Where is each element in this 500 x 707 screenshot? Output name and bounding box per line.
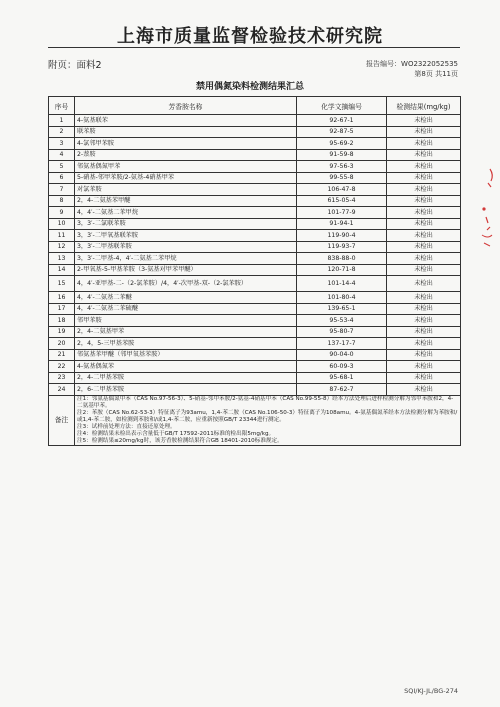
table-row — [49, 303, 461, 315]
remark-note-2: 注2：苯胺（CAS No.62-53-3）特征离子为93amu，1,4-苯二胺（CAS No.106-50-3）特征离子为108amu。4-氨基偶氮苯经本方法检测分解为苯胺和/或1,4-苯二胺，如检测到苯胺和/或1,4-苯二胺，应重新按照GB/T 23344进行测定。 — [77, 409, 458, 423]
amine-name: 3，3′-二甲氧基联苯胺 — [75, 230, 297, 242]
cas-number: 120-71-8 — [297, 264, 387, 276]
table-row — [49, 349, 461, 361]
col-header-cas: 化学文摘编号 — [297, 97, 387, 115]
cas-number: 95-69-2 — [297, 138, 387, 150]
table-body — [49, 115, 461, 396]
test-result: 未检出 — [387, 161, 461, 173]
table-row — [49, 276, 461, 292]
row-number: 16 — [49, 292, 75, 304]
table-row — [49, 218, 461, 230]
cas-number: 119-90-4 — [297, 230, 387, 242]
cas-number: 60-09-3 — [297, 361, 387, 373]
page-info: 第8页 共11页 — [414, 70, 458, 78]
table-row — [49, 326, 461, 338]
amine-name: 2-甲氧基-5-甲基苯胺（3-氨基对甲苯甲醚） — [75, 264, 297, 276]
remarks-label: 备注 — [49, 395, 75, 445]
table-title: 禁用偶氮染料检测结果汇总 — [195, 82, 304, 92]
cas-number: 92-87-5 — [297, 126, 387, 138]
amine-name: 4，4′-二氨基二苯醚 — [75, 292, 297, 304]
row-number: 6 — [49, 172, 75, 184]
remark-note-1: 注1：邻氨基偶氮甲苯（CAS No.97-56-3）、5-硝基-邻甲苯胺/2-氨基-4硝基甲苯（CAS No.99-55-8）经本方法处理后进样检测分解为邻甲苯胺和2，4-二氨基甲苯。 — [77, 395, 454, 409]
amine-name: 4-氨基偶氮苯 — [75, 361, 297, 373]
test-result: 未检出 — [387, 338, 461, 350]
amine-name: 2，4-二甲基苯胺 — [75, 372, 297, 384]
cas-number: 101-77-9 — [297, 207, 387, 219]
col-header-amine: 芳香胺名称 — [75, 97, 297, 115]
amine-name: 2，4-二氨基甲苯 — [75, 326, 297, 338]
remarks-cell — [75, 395, 461, 445]
table-header-row — [49, 97, 461, 115]
test-result: 未检出 — [387, 172, 461, 184]
cas-number: 615-05-4 — [297, 195, 387, 207]
table-row — [49, 115, 461, 127]
amine-name: 4，4′-二氨基二苯甲烷 — [75, 207, 297, 219]
table-row — [49, 361, 461, 373]
cas-number: 97-56-3 — [297, 161, 387, 173]
test-result: 未检出 — [387, 115, 461, 127]
table-row — [49, 384, 461, 396]
amine-name: 4-氯邻甲苯胺 — [75, 138, 297, 150]
remark-note-5: 注5：检测结果≤20mg/kg时，该芳香胺检测结果符合GB 18401-2010标准规定。 — [77, 437, 283, 444]
report-number: 报告编号：WO2322052535 — [366, 60, 458, 68]
amine-name: 2，4-二氨基苯甲醚 — [75, 195, 297, 207]
cas-number: 139-65-1 — [297, 303, 387, 315]
test-result: 未检出 — [387, 372, 461, 384]
row-number: 24 — [49, 384, 75, 396]
row-number: 4 — [49, 149, 75, 161]
amine-name: 邻氨基偶氮甲苯 — [75, 161, 297, 173]
table-row — [49, 207, 461, 219]
row-number: 18 — [49, 315, 75, 327]
test-result: 未检出 — [387, 361, 461, 373]
test-result: 未检出 — [387, 292, 461, 304]
row-number: 10 — [49, 218, 75, 230]
row-number: 7 — [49, 184, 75, 196]
table-row — [49, 172, 461, 184]
table-row — [49, 138, 461, 150]
cas-number: 119-93-7 — [297, 241, 387, 253]
amine-name: 邻氨基苯甲醚（邻甲氧基苯胺） — [75, 349, 297, 361]
header-rule — [48, 47, 460, 48]
amine-name: 3，3′-二氯联苯胺 — [75, 218, 297, 230]
amine-name: 联苯胺 — [75, 126, 297, 138]
amine-name: 5-硝基-邻甲苯胺/2-氨基-4硝基甲苯 — [75, 172, 297, 184]
table-row — [49, 315, 461, 327]
amine-name: 4，4′-二氨基二苯硫醚 — [75, 303, 297, 315]
test-result: 未检出 — [387, 149, 461, 161]
test-result: 未检出 — [387, 241, 461, 253]
cas-number: 838-88-0 — [297, 253, 387, 265]
row-number: 19 — [49, 326, 75, 338]
row-number: 15 — [49, 276, 75, 292]
cas-number: 95-80-7 — [297, 326, 387, 338]
remark-note-3: 注3：试样前处理方法：直接还原处理。 — [77, 423, 176, 430]
test-result: 未检出 — [387, 126, 461, 138]
cas-number: 95-68-1 — [297, 372, 387, 384]
row-number: 20 — [49, 338, 75, 350]
remark-note-4: 注4：检测结果未检出表示含量低于GB/T 17592-2011标准的检出限5mg/kg。 — [77, 430, 275, 437]
amine-name: 4-氨基联苯 — [75, 115, 297, 127]
row-number: 14 — [49, 264, 75, 276]
cas-number: 99-55-8 — [297, 172, 387, 184]
test-result: 未检出 — [387, 195, 461, 207]
row-number: 13 — [49, 253, 75, 265]
table-row — [49, 126, 461, 138]
row-number: 5 — [49, 161, 75, 173]
row-number: 9 — [49, 207, 75, 219]
amine-name: 2，6-二甲基苯胺 — [75, 384, 297, 396]
cas-number: 101-14-4 — [297, 276, 387, 292]
table-row — [49, 253, 461, 265]
cas-number: 91-94-1 — [297, 218, 387, 230]
test-result: 未检出 — [387, 230, 461, 242]
table-row — [49, 161, 461, 173]
cas-number: 91-59-8 — [297, 149, 387, 161]
test-result: 未检出 — [387, 264, 461, 276]
cas-number: 87-62-7 — [297, 384, 387, 396]
amine-name: 3，3′-二甲基-4，4′-二氨基二苯甲烷 — [75, 253, 297, 265]
table-row — [49, 264, 461, 276]
results-table — [48, 96, 461, 446]
row-number: 2 — [49, 126, 75, 138]
col-header-result: 检测结果(mg/kg) — [387, 97, 461, 115]
test-result: 未检出 — [387, 303, 461, 315]
table-row — [49, 184, 461, 196]
test-result: 未检出 — [387, 253, 461, 265]
table-row — [49, 230, 461, 242]
document-code: SQI/KJ-JL/BG-274 — [404, 687, 458, 695]
row-number: 21 — [49, 349, 75, 361]
test-result: 未检出 — [387, 218, 461, 230]
row-number: 22 — [49, 361, 75, 373]
row-number: 17 — [49, 303, 75, 315]
test-result: 未检出 — [387, 138, 461, 150]
test-result: 未检出 — [387, 207, 461, 219]
row-number: 12 — [49, 241, 75, 253]
table-row — [49, 292, 461, 304]
cas-number: 101-80-4 — [297, 292, 387, 304]
amine-name: 邻甲苯胺 — [75, 315, 297, 327]
institute-title: 上海市质量监督检验技术研究院 — [117, 26, 383, 47]
row-number: 3 — [49, 138, 75, 150]
test-result: 未检出 — [387, 326, 461, 338]
test-result: 未检出 — [387, 184, 461, 196]
cas-number: 92-67-1 — [297, 115, 387, 127]
table-row — [49, 195, 461, 207]
row-number: 1 — [49, 115, 75, 127]
row-number: 11 — [49, 230, 75, 242]
amine-name: 对氯苯胺 — [75, 184, 297, 196]
table-row — [49, 241, 461, 253]
amine-name: 2-萘胺 — [75, 149, 297, 161]
test-result: 未检出 — [387, 315, 461, 327]
cas-number: 90-04-0 — [297, 349, 387, 361]
amine-name: 2，4，5-三甲基苯胺 — [75, 338, 297, 350]
cas-number: 137-17-7 — [297, 338, 387, 350]
test-result: 未检出 — [387, 276, 461, 292]
table-row — [49, 372, 461, 384]
test-result: 未检出 — [387, 384, 461, 396]
cas-number: 106-47-8 — [297, 184, 387, 196]
col-header-no: 序号 — [49, 97, 75, 115]
amine-name: 4，4′-亚甲基-二-（2-氯苯胺）/4，4′-次甲基-双-（2-氯苯胺） — [75, 276, 297, 292]
remarks-row — [49, 395, 461, 445]
table-row — [49, 149, 461, 161]
test-result: 未检出 — [387, 349, 461, 361]
cas-number: 95-53-4 — [297, 315, 387, 327]
row-number: 23 — [49, 372, 75, 384]
amine-name: 3，3′-二甲基联苯胺 — [75, 241, 297, 253]
red-seal-stamp-fragment — [476, 165, 498, 260]
attachment-label: 附页：面料2 — [48, 60, 102, 71]
row-number: 8 — [49, 195, 75, 207]
table-row — [49, 338, 461, 350]
